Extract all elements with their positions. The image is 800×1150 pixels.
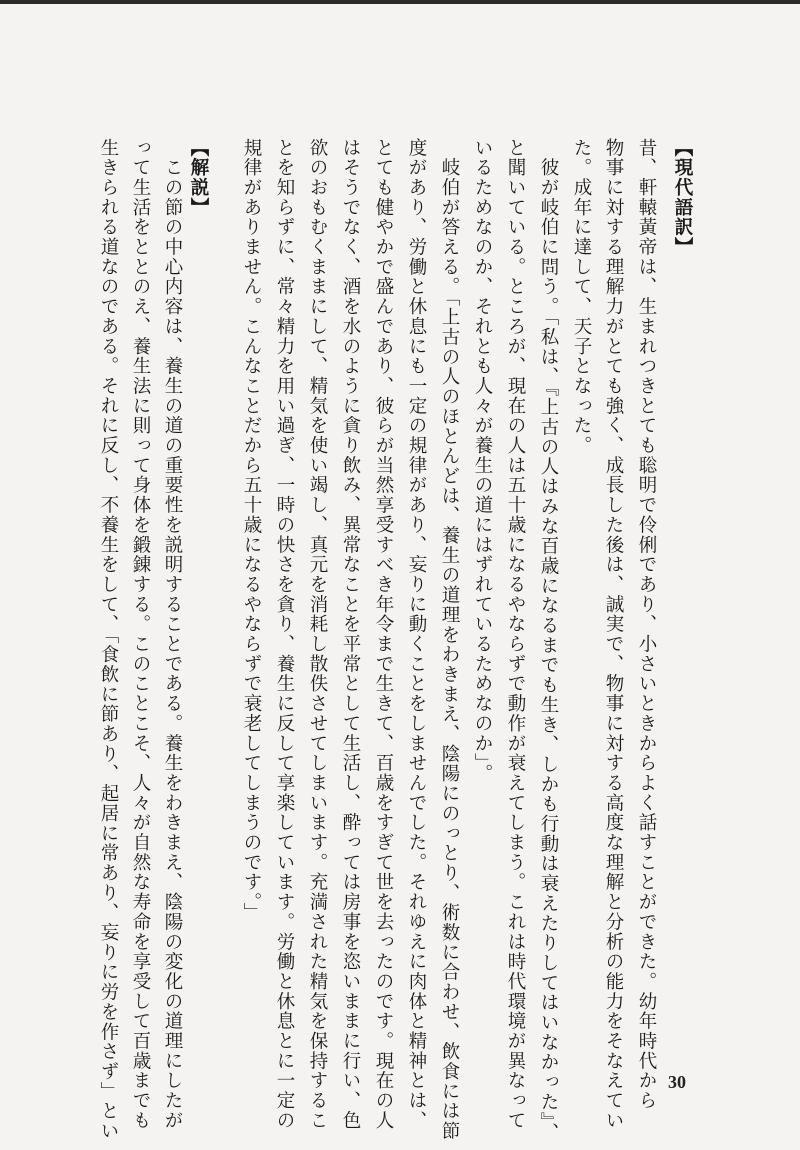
heading-commentary: 【解説】 <box>188 138 209 218</box>
text-line: 物事に対する理解力がとても強く、成長した後は、誠実で、物事に対する高度な理解と分析の能力をそなえてい <box>603 138 624 1131</box>
text-line: 岐伯が答える。「上古の人のほとんどは、養生の道理をわきまえ、陰陽にのっとり、術数に合わせ、飲食には節 <box>439 138 460 1142</box>
text-line: はそうでなく、酒を水のように貪り飲み、異常なことを平常として生活し、酔っては房事を恣いままに行い、色 <box>340 138 361 1131</box>
text-line: 生きられる道なのである。それに反し、不養生をして、「食飲に節あり、起居に常あり、妄りに労を作さず」とい <box>98 138 119 1142</box>
text-line: 昔、軒轅黃帝は、生まれつきとても聡明で伶俐であり、小さいときからよく話すことができた。幼年時代から <box>636 138 657 1111</box>
text-line: 規律がありません。こんなことだから五十歳になるやならずで衰老してしまうのです。」 <box>241 138 262 923</box>
text-line: 欲のおもむくままにして、精気を使い竭し、真元を消耗し散佚させてしまいます。充満された精気を保持するこ <box>307 138 328 1131</box>
heading-modern-translation: 【現代語訳】 <box>672 138 693 258</box>
text-line: と聞いている。ところが、現在の人は五十歳になるやならずで動作が衰えてしまう。これは時代環境が異なって <box>505 138 526 1131</box>
text-line: た。成年に達して、天子となった。 <box>571 138 592 456</box>
text-line: とを知らずに、常々精力を用い過ぎ、一時の快さを貪り、養生に反して享楽しています。労働と休息とに一定の <box>274 138 295 1131</box>
text-line: いるためなのか、それとも人々が養生の道にはずれているためなのか」。 <box>472 138 493 784</box>
text-line: 度があり、労働と休息にも一定の規律があり、妄りに動くことをしませんでした。それゆえに肉体と精神とは、 <box>406 138 427 1131</box>
scan-top-edge <box>0 0 800 4</box>
text-line: とても健やかで盛んであり、彼らが当然享受すべき年令まで生きて、百歳をすぎて世を去ったのです。現在の人 <box>373 138 394 1131</box>
text-line: この節の中心内容は、養生の道の重要性を説明することである。養生をわきまえ、陰陽の変化の道理にしたが <box>162 138 183 1131</box>
text-line: 彼が岐伯に問う。「私は、『上古の人はみな百歳になるまでも生き、しかも行動は衰えたりしてはいなかった』、 <box>538 138 559 1143</box>
text-line: って生活をととのえ、養生法に則って身体を鍛錬する。このことこそ、人々が自然な寿命を享受して百歳までも <box>130 138 151 1131</box>
page-number: 30 <box>668 1072 686 1092</box>
